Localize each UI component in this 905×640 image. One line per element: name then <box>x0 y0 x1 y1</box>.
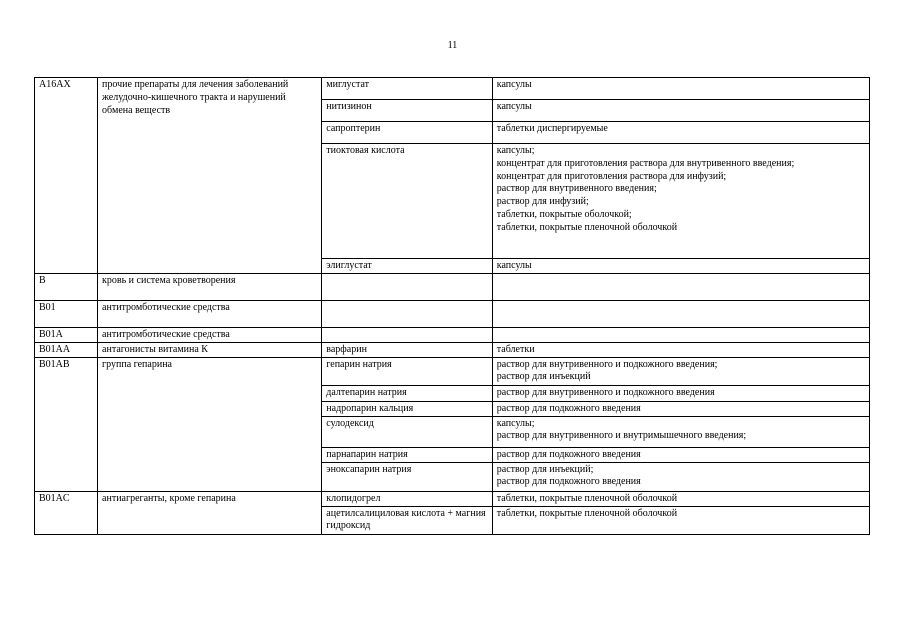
group-name-cell: антиагреганты, кроме гепарина <box>98 491 322 534</box>
drug-classification-table <box>34 77 870 535</box>
dosage-form-cell <box>492 506 869 534</box>
dosage-form-line: таблетки, покрытые оболочкой; <box>496 208 632 220</box>
group-name-cell: прочие препараты для лечения заболеваний желудочно-кишечного тракта и нарушений обмена веществ <box>98 78 322 274</box>
dosage-form-line: раствор для подкожного введения <box>496 448 641 460</box>
dosage-form-cell <box>492 357 869 385</box>
table-body <box>35 78 870 535</box>
dosage-form-line: раствор для внутривенного введения; <box>496 183 657 195</box>
dosage-form-cell <box>492 401 869 416</box>
atc-code-cell: A16AX <box>35 78 98 274</box>
table-row <box>35 274 870 301</box>
dosage-form-cell <box>492 462 869 491</box>
drug-name-cell: нитизинон <box>322 100 493 122</box>
atc-code-cell: B01AA <box>35 342 98 357</box>
table-row <box>35 328 870 343</box>
dosage-form-line: раствор для внутривенного и подкожного введения; <box>496 358 718 370</box>
group-name-cell: антитромботические средства <box>98 301 322 328</box>
dosage-form-cell <box>492 122 869 144</box>
drug-name-cell: сулодексид <box>322 416 493 447</box>
atc-code-cell: B01AC <box>35 491 98 534</box>
drug-name-cell: эноксапарин натрия <box>322 462 493 491</box>
table-row <box>35 301 870 328</box>
dosage-form-line: раствор для внутривенного и подкожного введения <box>496 386 715 398</box>
dosage-form-line: капсулы; <box>496 145 535 156</box>
dosage-form-line: раствор для инъекций; <box>496 463 594 475</box>
dosage-form-line: раствор для подкожного введения <box>496 476 641 488</box>
dosage-form-line: таблетки, покрытые пленочной оболочкой <box>496 221 678 233</box>
table-row <box>35 78 870 100</box>
drug-name-cell: гепарин натрия <box>322 357 493 385</box>
dosage-form-line: капсулы <box>496 79 532 90</box>
drug-name-cell: элиглустат <box>322 259 493 274</box>
table-row <box>35 357 870 385</box>
drug-name-cell: надропарин кальция <box>322 401 493 416</box>
dosage-form-cell <box>492 447 869 462</box>
dosage-form-line: капсулы <box>496 260 532 271</box>
dosage-form-cell <box>492 491 869 506</box>
dosage-form-cell <box>492 342 869 357</box>
drug-name-cell <box>322 301 493 328</box>
page-number: 11 <box>447 40 458 51</box>
dosage-form-line: раствор для инъекций <box>496 371 591 383</box>
atc-code-cell: B <box>35 274 98 301</box>
dosage-form-cell <box>492 416 869 447</box>
drug-name-cell: парнапарин натрия <box>322 447 493 462</box>
atc-code-cell: B01A <box>35 328 98 343</box>
dosage-form-line: таблетки диспергируемые <box>496 123 608 134</box>
atc-code-cell: B01 <box>35 301 98 328</box>
group-name-cell: антитромботические средства <box>98 328 322 343</box>
group-name-cell: кровь и система кроветворения <box>98 274 322 301</box>
dosage-form-line: концентрат для приготовления раствора для внутривенного введения; <box>496 157 795 169</box>
dosage-form-cell <box>492 385 869 401</box>
drug-name-cell: тиоктовая кислота <box>322 144 493 259</box>
drug-name-cell: миглустат <box>322 78 493 100</box>
dosage-form-line: капсулы <box>496 101 532 112</box>
group-name-cell: группа гепарина <box>98 357 322 491</box>
dosage-form-cell <box>492 144 869 259</box>
dosage-form-line: раствор для внутривенного и внутримышечного введения; <box>496 430 747 442</box>
dosage-form-cell <box>492 301 869 328</box>
drug-name-cell: сапроптерин <box>322 122 493 144</box>
atc-code-cell: B01AB <box>35 357 98 491</box>
drug-name-cell: далтепарин натрия <box>322 385 493 401</box>
table-row <box>35 342 870 357</box>
drug-name-cell: варфарин <box>322 342 493 357</box>
dosage-form-cell <box>492 274 869 301</box>
dosage-form-cell <box>492 259 869 274</box>
drug-name-cell <box>322 274 493 301</box>
drug-name-cell <box>322 328 493 343</box>
group-name-cell: антагонисты витамина К <box>98 342 322 357</box>
dosage-form-line: концентрат для приготовления раствора для инфузий; <box>496 170 727 182</box>
drug-name-cell: клопидогрел <box>322 491 493 506</box>
dosage-form-line: капсулы; <box>496 417 535 429</box>
dosage-form-line: раствор для инфузий; <box>496 196 589 208</box>
dosage-form-line: таблетки, покрытые пленочной оболочкой <box>496 492 678 504</box>
dosage-form-cell <box>492 100 869 122</box>
dosage-form-cell <box>492 78 869 100</box>
dosage-form-line: таблетки, покрытые пленочной оболочкой <box>496 507 678 519</box>
dosage-form-line: таблетки <box>496 343 535 355</box>
table-row <box>35 491 870 506</box>
drug-name-cell: ацетилсалициловая кислота + магния гидроксид <box>322 506 493 534</box>
dosage-form-cell <box>492 328 869 343</box>
dosage-form-line: раствор для подкожного введения <box>496 402 641 414</box>
